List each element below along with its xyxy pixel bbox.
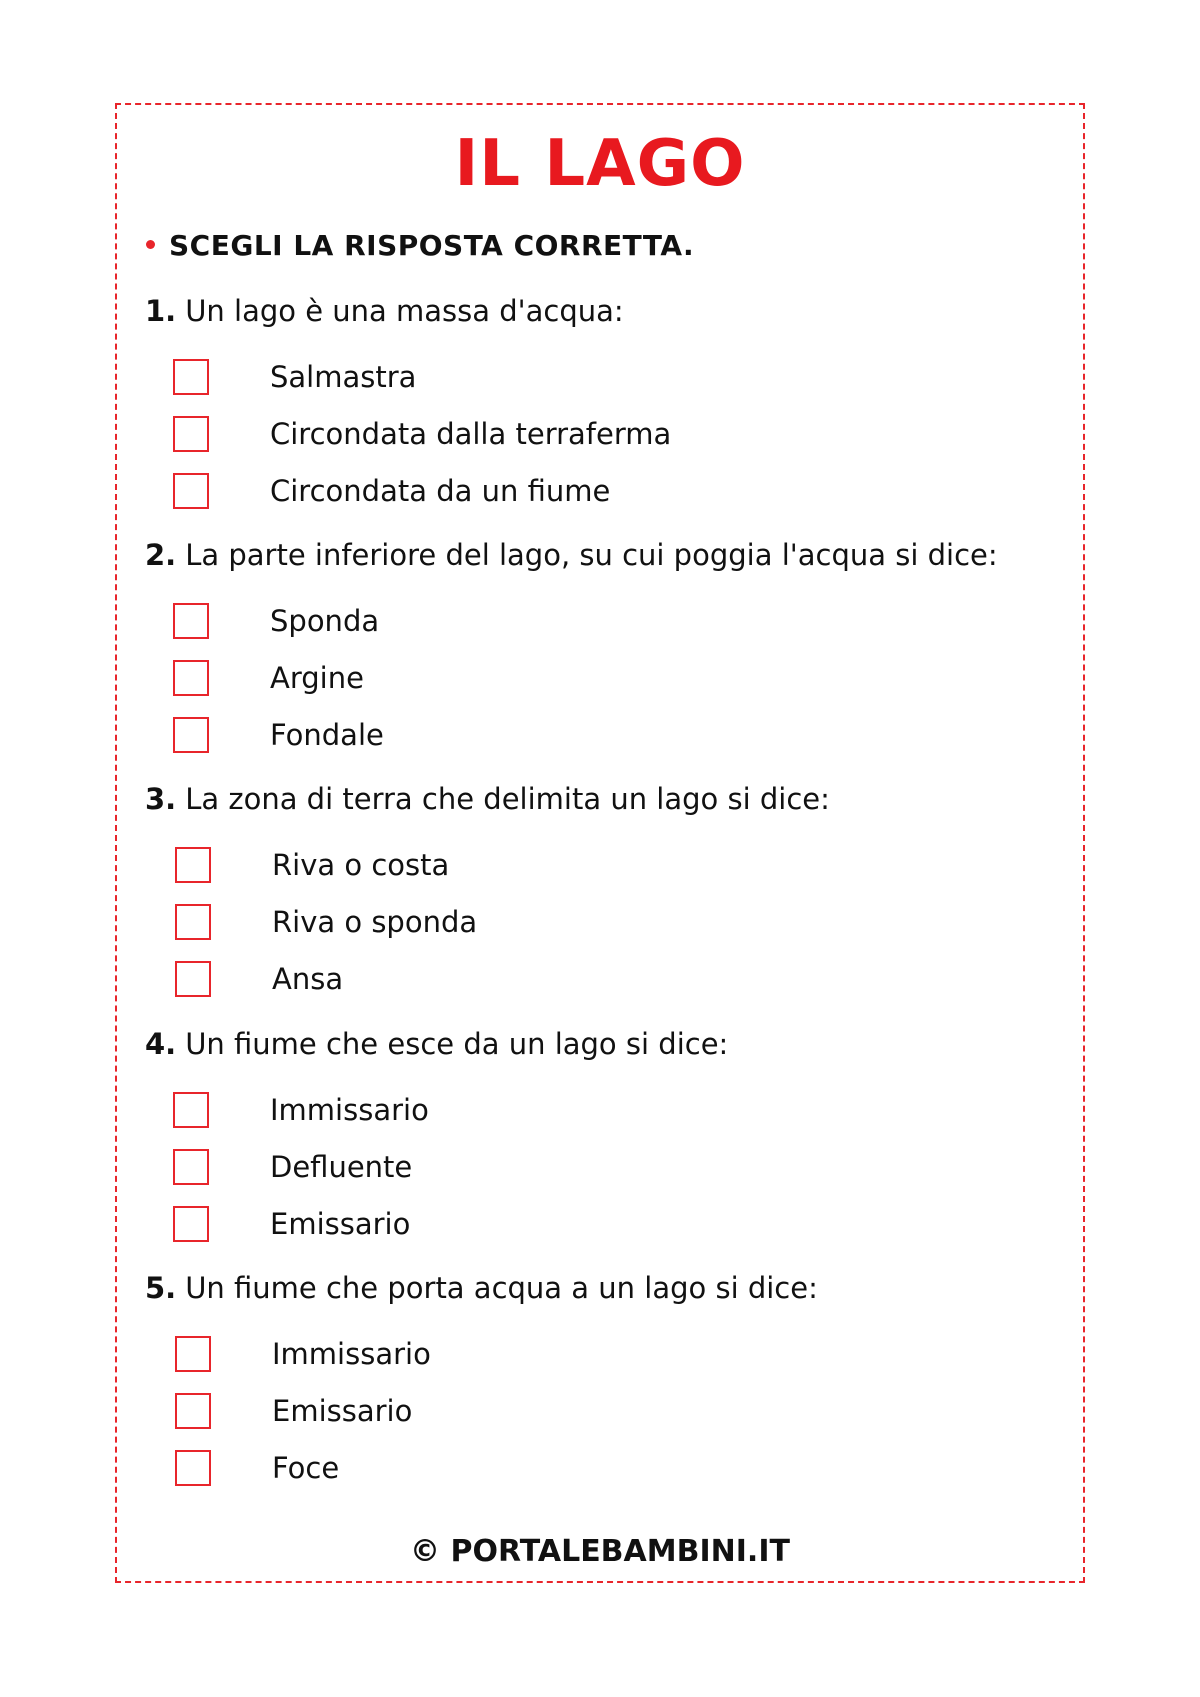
- checkbox[interactable]: [173, 1206, 209, 1242]
- checkbox[interactable]: [175, 1336, 211, 1372]
- option-label: Immissario: [272, 1337, 431, 1371]
- option-1-1: [173, 357, 417, 397]
- checkbox[interactable]: [173, 359, 209, 395]
- option-2-1: [173, 601, 380, 641]
- option-5-1: [175, 1334, 431, 1374]
- option-4-2: [173, 1147, 413, 1187]
- checkbox[interactable]: [173, 1149, 209, 1185]
- option-1-2: [173, 414, 672, 454]
- checkbox[interactable]: [173, 717, 209, 753]
- question-number: 1.: [145, 294, 177, 328]
- option-label: Ansa: [272, 962, 344, 996]
- option-label: Emissario: [272, 1394, 413, 1428]
- question-text: La parte inferiore del lago, su cui poggia l'acqua si dice:: [185, 538, 998, 572]
- question-number: 4.: [145, 1027, 177, 1061]
- option-label: Fondale: [270, 718, 384, 752]
- checkbox[interactable]: [175, 847, 211, 883]
- option-label: Riva o costa: [272, 848, 450, 882]
- option-1-3: [173, 471, 611, 511]
- page-title: IL LAGO: [454, 127, 746, 201]
- checkbox[interactable]: [173, 473, 209, 509]
- question-2: [145, 535, 998, 575]
- option-2-3: [173, 715, 384, 755]
- option-5-3: [175, 1448, 340, 1488]
- question-4: [145, 1024, 728, 1064]
- option-label: Circondata da un fiume: [270, 474, 611, 508]
- option-label: Sponda: [270, 604, 380, 638]
- question-number: 2.: [145, 538, 177, 572]
- option-4-1: [173, 1090, 429, 1130]
- question-5: [145, 1268, 818, 1308]
- bullet-icon: [146, 240, 155, 249]
- question-text: Un lago è una massa d'acqua:: [185, 294, 624, 328]
- checkbox[interactable]: [175, 1393, 211, 1429]
- checkbox[interactable]: [173, 660, 209, 696]
- copyright-footer: © PORTALEBAMBINI.IT: [410, 1534, 790, 1569]
- checkbox[interactable]: [175, 904, 211, 940]
- question-3: [145, 779, 830, 819]
- option-5-2: [175, 1391, 413, 1431]
- option-4-3: [173, 1204, 411, 1244]
- option-3-3: [175, 959, 344, 999]
- option-label: Riva o sponda: [272, 905, 478, 939]
- instruction: [146, 226, 694, 266]
- option-3-1: [175, 845, 450, 885]
- question-text: Un fiume che esce da un lago si dice:: [185, 1027, 729, 1061]
- checkbox[interactable]: [175, 961, 211, 997]
- checkbox[interactable]: [173, 1092, 209, 1128]
- checkbox[interactable]: [173, 603, 209, 639]
- question-number: 3.: [145, 782, 177, 816]
- option-label: Emissario: [270, 1207, 411, 1241]
- option-3-2: [175, 902, 478, 942]
- option-label: Foce: [272, 1451, 340, 1485]
- checkbox[interactable]: [173, 416, 209, 452]
- question-text: La zona di terra che delimita un lago si dice:: [185, 782, 830, 816]
- question-number: 5.: [145, 1271, 177, 1305]
- option-2-2: [173, 658, 364, 698]
- option-label: Salmastra: [270, 360, 417, 394]
- question-1: [145, 291, 624, 331]
- option-label: Defluente: [270, 1150, 413, 1184]
- option-label: Immissario: [270, 1093, 429, 1127]
- option-label: Circondata dalla terraferma: [270, 417, 672, 451]
- question-text: Un fiume che porta acqua a un lago si dice:: [185, 1271, 818, 1305]
- option-label: Argine: [270, 661, 364, 695]
- instruction-text: SCEGLI LA RISPOSTA CORRETTA.: [169, 229, 695, 262]
- checkbox[interactable]: [175, 1450, 211, 1486]
